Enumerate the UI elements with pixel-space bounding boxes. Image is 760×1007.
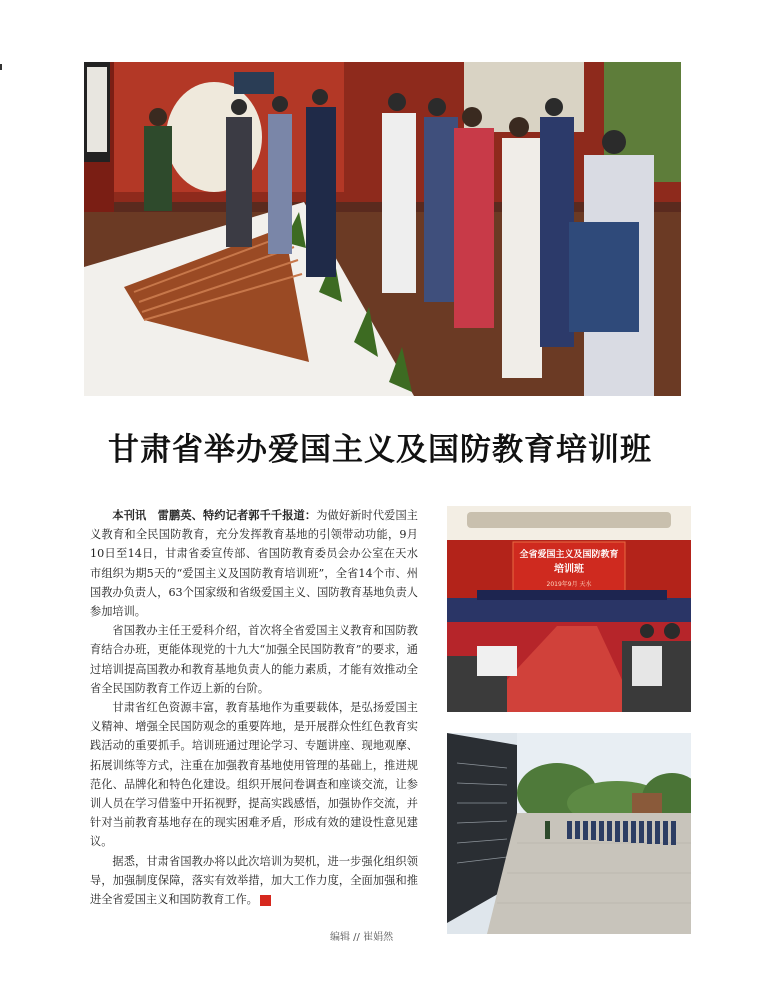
editor-credit: 编辑 // 崔娟然 <box>330 932 394 943</box>
end-mark-icon: G <box>260 895 271 906</box>
article-paragraph-1-text: 为做好新时代爱国主义教育和全民国防教育，充分发挥教育基地的引领带动功能，9月10日至14日，甘肃省委宣传部、省国防教育委员会办公室在天水市组织为期5天的“爱国主义及国防教育培训班”，全省14个市、州国教办负责人，63个国家级和省级爱国主义、国防教育基地负责人参加培训。 <box>90 509 418 619</box>
banner-line-2: 培训班 <box>554 564 584 575</box>
banner-date: 2019年9月 天水 <box>546 581 592 588</box>
memorial-photo <box>447 733 691 934</box>
article-byline: 本刊讯 雷鹏英、特约记者郭千千报道： <box>112 509 317 522</box>
meeting-photo-illustration <box>447 506 691 712</box>
article-paragraph-2: 省国教办主任王爱科介绍，首次将全省爱国主义教育和国防教育结合办班，更能体现党的十九大“加强全民国防教育”的要求，通过培训提高国教办和教育基地负责人的能力素质，才能有效推动全省全民国防教育工作迈上新的台阶。 <box>90 624 418 695</box>
banner-line-1: 全省爱国主义及国防教育 <box>519 550 619 560</box>
article-body <box>90 506 418 909</box>
article-title: 甘肃省举办爱国主义及国防教育培训班 <box>108 432 652 468</box>
article-paragraph-1 <box>90 506 418 621</box>
crop-mark <box>0 64 2 70</box>
article-paragraph-4 <box>90 852 418 910</box>
article-paragraph-4-text: 据悉，甘肃省国教办将以此次培训为契机，进一步强化组织领导，加强制度保障，落实有效举措，加大工作力度，全面加强和推进全省爱国主义和国防教育工作。 <box>90 854 418 907</box>
article-paragraph-3: 甘肃省红色资源丰富，教育基地作为重要载体，是弘扬爱国主义精神、增强全民国防观念的重要阵地，是开展群众性红色教育实践活动的重要抓手。培训班通过理论学习、专题讲座、现地观摩、拓展训练等方式，注重在加强教育基地使用管理的基础上，推进规范化、品牌化和特色化建设。组织开展问卷调查和座谈交流，让参训人员在学习借鉴中开拓视野，提高实践感悟，加强协作交流，并针对当前教育基地存在的现实困难矛盾，形成有效的建设性意见建议。 <box>90 701 418 849</box>
memorial-photo-illustration <box>447 733 691 934</box>
top-photo-illustration <box>84 62 681 396</box>
meeting-photo <box>447 506 691 712</box>
top-photo <box>84 62 681 396</box>
